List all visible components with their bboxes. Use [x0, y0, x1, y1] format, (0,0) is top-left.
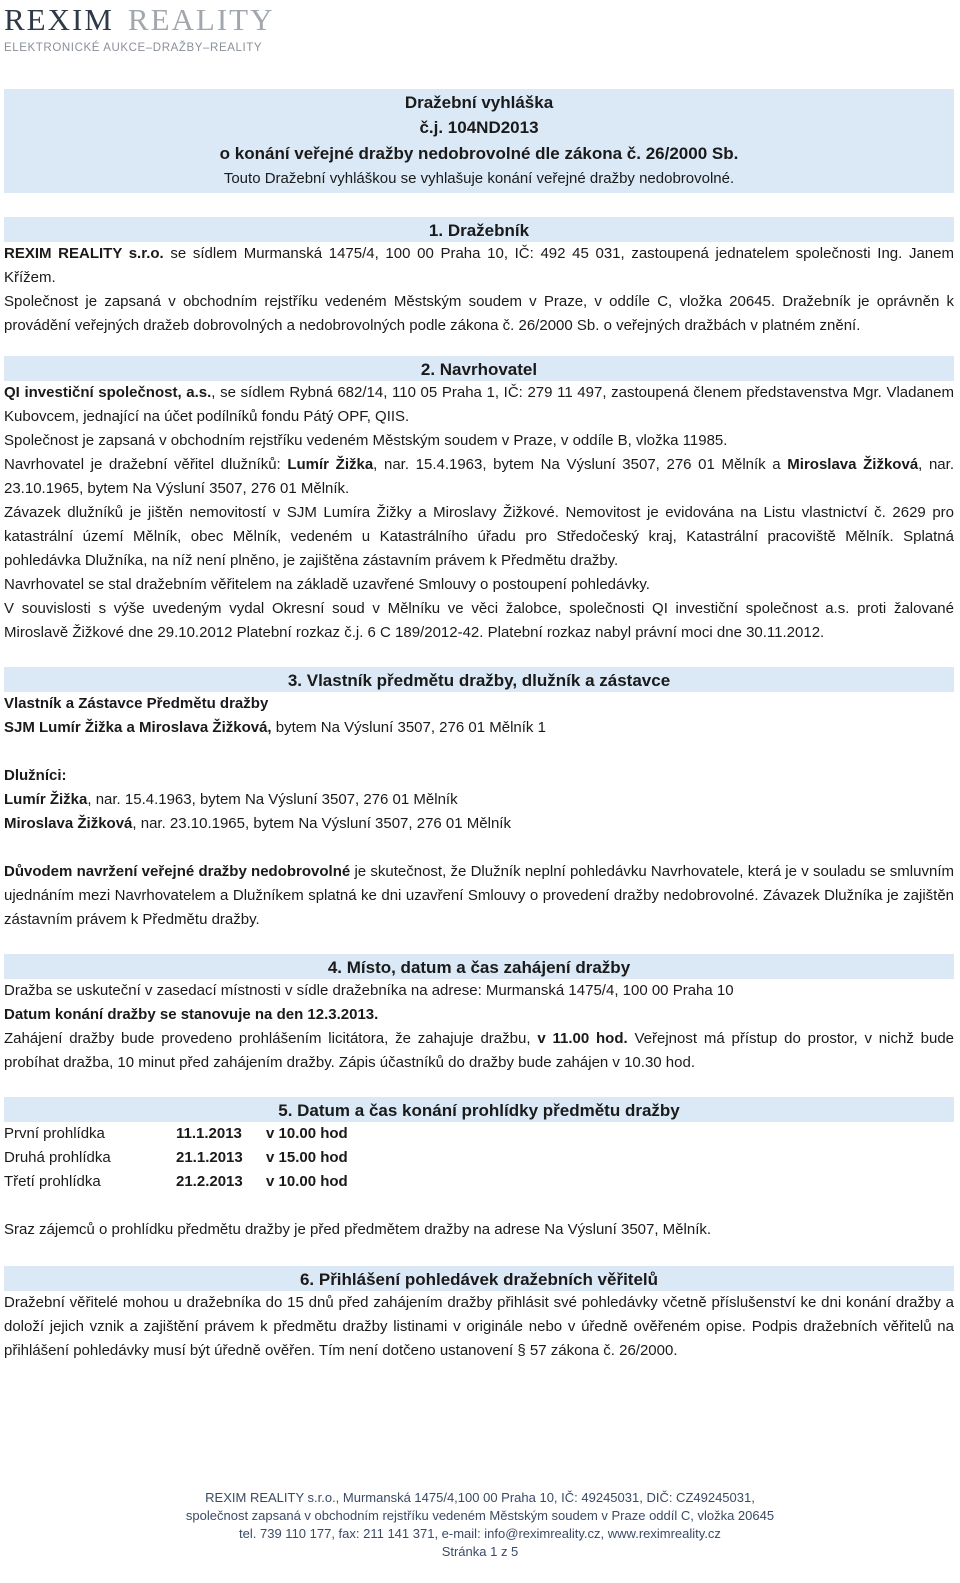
s4-p3-c: Veřejnost má přístup do prostor, v nichž bude probíhat dražba, 10 minut před zahájením dražby. Zápis účastníků do dražby bude zahájen v 10.30 hod.	[4, 1030, 955, 1071]
viewing-time: v 10.00 hod	[266, 1125, 348, 1142]
s3-reason-rest: je skutečnost, že Dlužník neplní pohledávku Navrhovatele, která je v souladu se smluvním ujednáním mezi Navrhovatelem a Dlužníkem splatná ke dni uzavření Smlouvy o provedení dražby nedobrovolné. Závazek Dlužníka je zajištěn zástavním právem k Předmětu dražby.	[4, 863, 954, 928]
s1-company: REXIM REALITY s.r.o.	[4, 245, 164, 262]
s2-paragraph-6: V souvislosti s výše uvedeným vydal Okresní soud v Mělníku ve věci žalobce, společnosti QI investiční společnost a.s. proti žalované Miroslavě Žižkové dne 29.10.2012 Platební rozkaz č.j. 6 C 189/2012-42. Platební rozkaz nabyl právní moci dne 30.11.2012.	[4, 600, 954, 641]
section-4-title: 4. Místo, datum a čas zahájení dražby	[4, 954, 954, 979]
viewing-date: 21.2.2013	[176, 1173, 243, 1190]
s2-p3-a: Navrhovatel je dražební věřitel dlužníků:	[4, 456, 288, 473]
page-footer	[0, 1489, 960, 1561]
s4-auction-date: Datum konání dražby se stanovuje na den 12.3.2013.	[4, 1006, 379, 1023]
s2-paragraph-1	[4, 381, 954, 429]
s4-p3-a: Zahájení dražby bude provedeno prohlášením licitátora, že zahajuje dražbu,	[4, 1030, 538, 1047]
logo-brand-right: REALITY	[127, 2, 275, 37]
viewing-row	[4, 1146, 954, 1170]
viewing-row	[4, 1122, 954, 1146]
s3-debtor-1	[4, 788, 954, 812]
notice-title: Dražební vyhláška	[404, 93, 554, 112]
section-3-title: 3. Vlastník předmětu dražby, dlužník a zástavce	[4, 667, 954, 692]
s3-debtor-2-name: Miroslava Žižková	[4, 815, 133, 832]
s3-reason-bold: Důvodem navržení veřejné dražby nedobrovolné	[4, 863, 351, 880]
viewing-label: Druhá prohlídka	[4, 1149, 111, 1166]
page-number: Stránka 1 z 5	[441, 1544, 519, 1559]
viewing-row	[4, 1170, 954, 1194]
section-1-title: 1. Dražebník	[4, 217, 954, 242]
s1-paragraph-2: Společnost je zapsaná v obchodním rejstříku vedeném Městským soudem v Praze, v oddíle C, vložka 20645. Dražebník je oprávněn k provádění veřejných dražeb dobrovolných a nedobrovolných podle zákona č. 26/2000 Sb. o veřejných dražbách v platném znění.	[4, 293, 954, 334]
s3-owner	[4, 716, 954, 740]
s5-meeting-point: Sraz zájemců o prohlídku předmětu dražby je před předmětem dražby na adrese Na Výsluní 3507, Mělník.	[4, 1221, 712, 1238]
s3-owner-heading: Vlastník a Zástavce Předmětu dražby	[4, 695, 269, 712]
notice-reference: č.j. 104ND2013	[419, 118, 539, 137]
s3-owner-rest: bytem Na Výsluní 3507, 276 01 Mělník 1	[271, 719, 546, 736]
s2-debtor-2: Miroslava Žižková	[787, 456, 919, 473]
viewing-time: v 15.00 hod	[266, 1149, 348, 1166]
s3-debtor-1-name: Lumír Žižka	[4, 791, 88, 808]
s2-p3-e: , nar. 23.10.1965, bytem Na Výsluní 3507, 276 01 Mělník.	[4, 456, 954, 497]
notice-intro: Touto Dražební vyhláškou se vyhlašuje konání veřejné dražby nedobrovolné.	[223, 170, 735, 187]
s3-debtors-heading: Dlužníci:	[4, 767, 67, 784]
viewing-date: 21.1.2013	[176, 1149, 243, 1166]
s3-debtor-2-rest: , nar. 23.10.1965, bytem Na Výsluní 3507, 276 01 Mělník	[132, 815, 511, 832]
s6-paragraph-1: Dražební věřitelé mohou u dražebníka do 15 dnů před zahájením dražby přihlásit své pohledávky včetně příslušenství ke dni konání dražby a doloží jejich vznik a zajištění právem k předmětu dražby listinami v originále nebo v úředně ověřeném opise. Podpis dražebních věřitelů na přihlášení pohledávky musí být úředně ověřen. Tím není dotčeno ustanovení § 57 zákona č. 26/2000.	[4, 1294, 954, 1359]
document-body	[4, 89, 954, 1363]
notice-header	[4, 89, 954, 193]
company-logo	[4, 2, 274, 58]
s3-debtor-1-rest: , nar. 15.4.1963, bytem Na Výsluní 3507, 276 01 Mělník	[87, 791, 458, 808]
section-2-title: 2. Navrhovatel	[4, 356, 954, 381]
viewing-label: První prohlídka	[4, 1125, 105, 1142]
section-5-title: 5. Datum a čas konání prohlídky předmětu dražby	[4, 1097, 954, 1122]
s2-paragraph-2: Společnost je zapsaná v obchodním rejstříku vedeném Městským soudem v Praze, v oddíle B, vložka 11985.	[4, 432, 728, 449]
viewing-label: Třetí prohlídka	[4, 1173, 101, 1190]
s1-paragraph-1	[4, 242, 954, 290]
footer-line-1: REXIM REALITY s.r.o., Murmanská 1475/4,100 00 Praha 10, IČ: 49245031, DIČ: CZ49245031,	[205, 1490, 755, 1505]
s3-reason	[4, 860, 954, 932]
s2-p1-rest: , se sídlem Rybná 682/14, 110 05 Praha 1, IČ: 279 11 497, zastoupená členem představenstva Mgr. Vladanem Kubovcem, jednající na účet podílníků fondu Pátý OPF, QIIS.	[4, 384, 954, 425]
logo-brand-left: REXIM	[4, 2, 114, 37]
viewing-date: 11.1.2013	[176, 1125, 242, 1142]
logo-tagline: ELEKTRONICKÉ AUKCE–DRAŽBY–REALITY	[4, 42, 263, 54]
section-6-title: 6. Přihlášení pohledávek dražebních věřitelů	[4, 1266, 954, 1291]
s1-p1-rest: se sídlem Murmanská 1475/4, 100 00 Praha 10, IČ: 492 45 031, zastoupená jednatelem společnosti Ing. Janem Křížem.	[4, 245, 954, 286]
s2-paragraph-5: Navrhovatel se stal dražebním věřitelem na základě uzavřené Smlouvy o postoupení pohledávky.	[4, 576, 650, 593]
s4-paragraph-1: Dražba se uskuteční v zasedací místnosti v sídle dražebníka na adrese: Murmanská 1475/4, 100 00 Praha 10	[4, 982, 734, 999]
footer-line-3: tel. 739 110 177, fax: 211 141 371, e-mail: info@reximreality.cz, www.reximreality.cz	[239, 1526, 721, 1541]
s3-owner-name: SJM Lumír Žižka a Miroslava Žižková,	[4, 719, 272, 736]
s2-p3-c: , nar. 15.4.1963, bytem Na Výsluní 3507, 276 01 Mělník a	[373, 456, 788, 473]
s4-start-time: v 11.00 hod.	[537, 1030, 628, 1047]
viewing-time: v 10.00 hod	[266, 1173, 348, 1190]
notice-subtitle: o konání veřejné dražby nedobrovolné dle zákona č. 26/2000 Sb.	[219, 144, 739, 163]
s2-paragraph-4: Závazek dlužníků je jištěn nemovitostí v SJM Lumíra Žižky a Miroslavy Žižkové. Nemovitost je evidována na Listu vlastnictví č. 2629 pro katastrální území Mělník, obec Mělník, vedeném u Katastrálního úřadu pro Středočeský kraj, Katastrální pracoviště Mělník. Splatná pohledávka Dlužníka, na níž není plněno, je zajištěna zástavním právem k Předmětu dražby.	[4, 504, 954, 569]
s2-debtor-1: Lumír Žižka	[287, 456, 374, 473]
s2-company: QI investiční společnost, a.s.	[4, 384, 212, 401]
footer-line-2: společnost zapsaná v obchodním rejstříku vedeném Městským soudem v Praze oddíl C, vložka 20645	[185, 1508, 775, 1523]
s4-paragraph-3	[4, 1027, 954, 1075]
s3-debtor-2	[4, 812, 954, 836]
s2-paragraph-3	[4, 453, 954, 501]
